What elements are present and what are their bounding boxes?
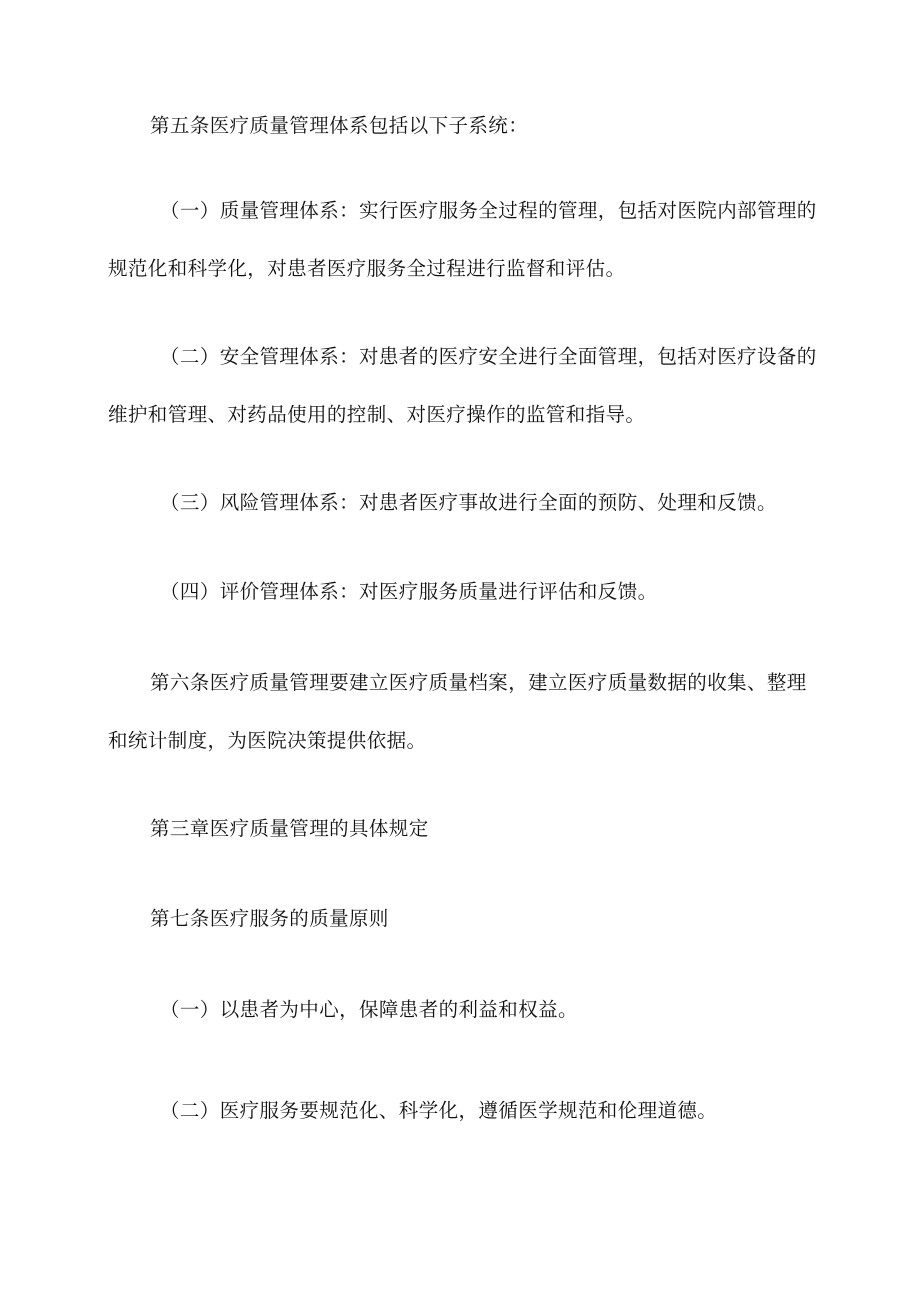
chapter-3-heading: 第三章医疗质量管理的具体规定: [150, 817, 429, 840]
article-7-heading: 第七条医疗服务的质量原则: [150, 907, 389, 930]
article-5-item-4: （四）评价管理体系：对医疗服务质量进行评估和反馈。: [160, 580, 658, 603]
article-7-item-1: （一）以患者为中心，保障患者的利益和权益。: [160, 998, 578, 1021]
article-7-item-2: （二）医疗服务要规范化、科学化，遵循医学规范和伦理道德。: [160, 1099, 718, 1122]
article-5-heading: 第五条医疗质量管理体系包括以下子系统：: [150, 114, 529, 137]
article-5-item-1: （一）质量管理体系：实行医疗服务全过程的管理，包括对医院内部管理的规范化和科学化，对患者医疗服务全过程进行监督和评估。: [108, 199, 817, 280]
article-6-paragraph: 第六条医疗质量管理要建立医疗质量档案，建立医疗质量数据的收集、整理和统计制度，为医院决策提供依据。: [108, 671, 807, 752]
article-5-item-2: （二）安全管理体系：对患者的医疗安全进行全面管理，包括对医疗设备的维护和管理、对药品使用的控制、对医疗操作的监管和指导。: [108, 345, 817, 426]
article-5-item-3: （三）风险管理体系：对患者医疗事故进行全面的预防、处理和反馈。: [160, 491, 777, 514]
